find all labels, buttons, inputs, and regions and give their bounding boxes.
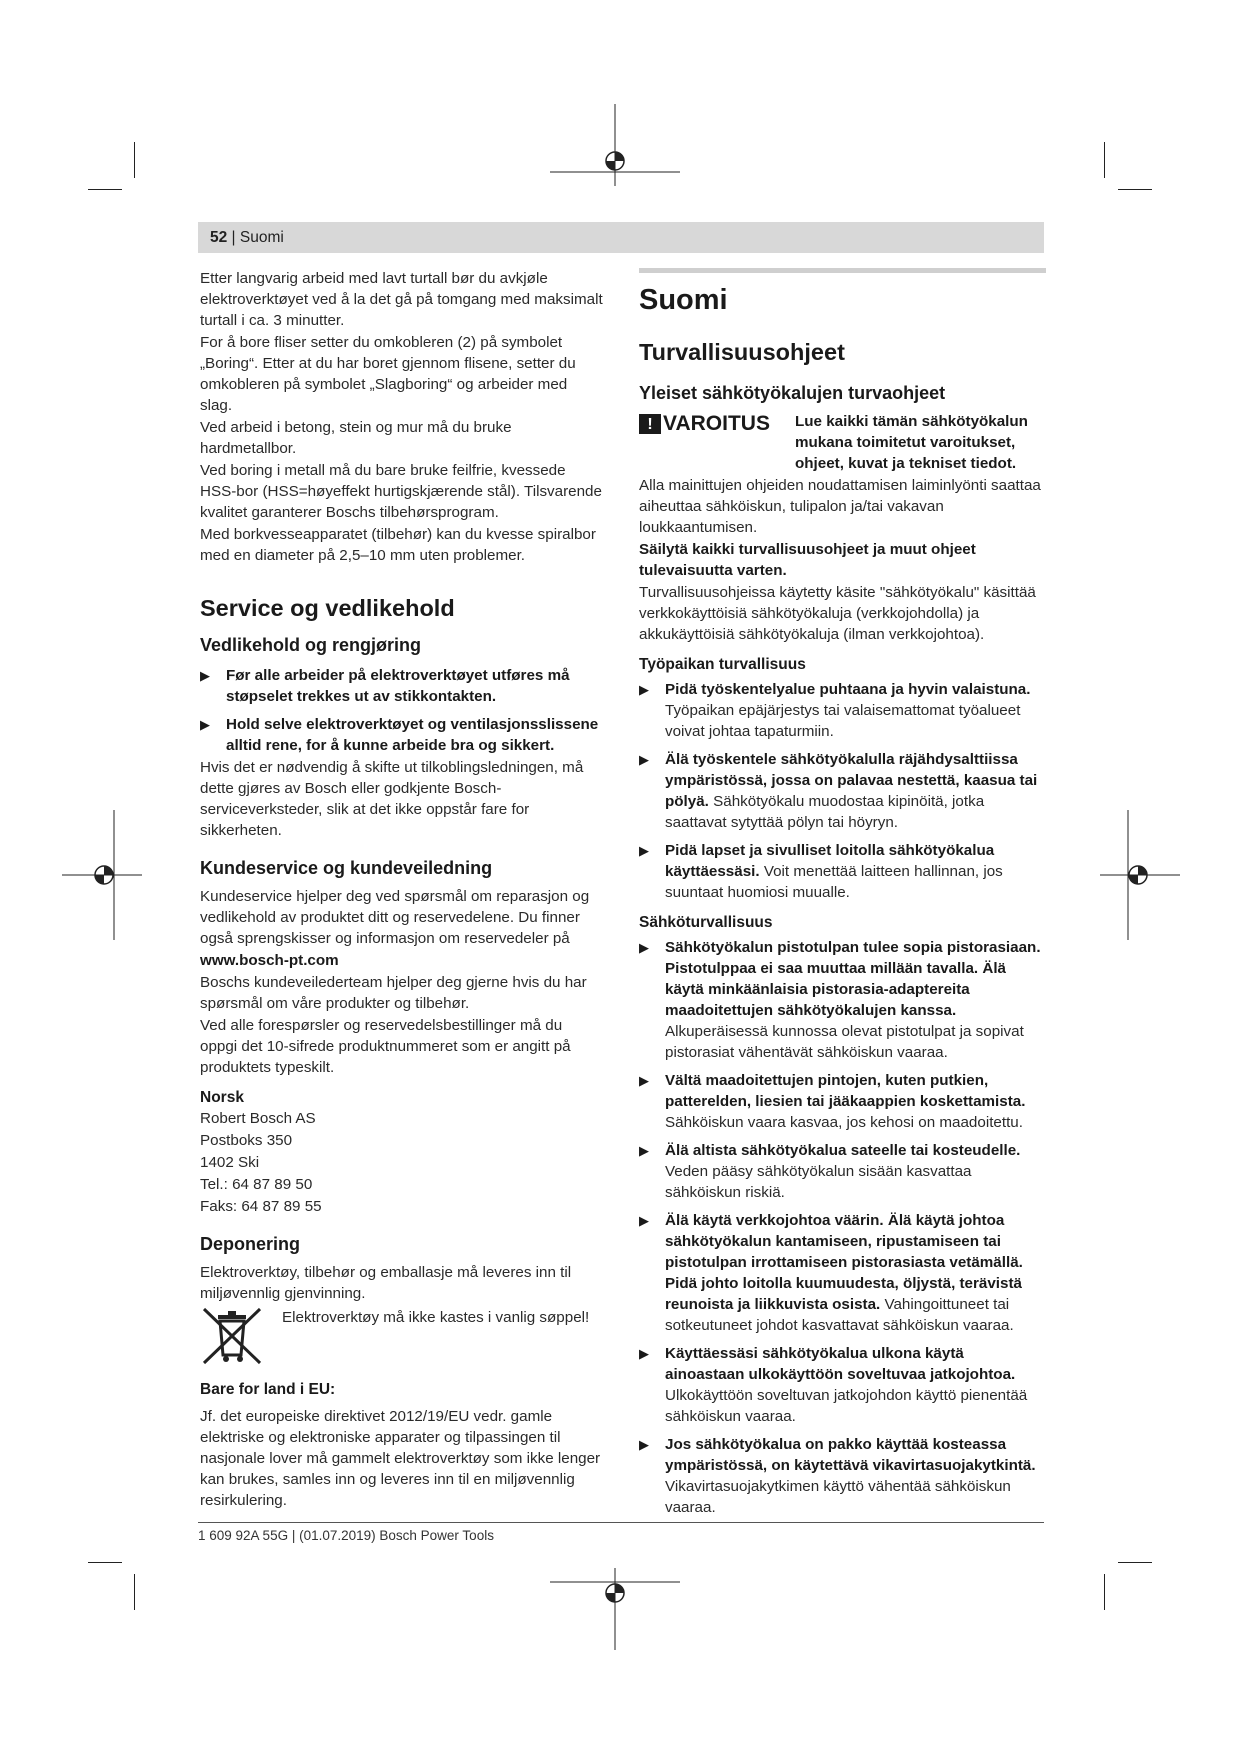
maintenance-paragraph: Hvis det er nødvendig å skifte ut tilkoblingsledningen, må dette gjøres av Bosch eller godkjente Bosch-serviceverksteder, slik at det ikke oppstår fare for sikkerheten. (200, 759, 584, 839)
eu-heading: Bare for land i EU: (200, 1381, 336, 1398)
crop-mark (134, 1574, 135, 1610)
electrical-heading: Sähköturvallisuus (639, 914, 773, 931)
disposal-paragraph: Elektroverktøy, tilbehør og emballasje må leveres inn til miljøvennlig gjenvinning. (200, 1264, 572, 1302)
address-line: Tel.: 64 87 89 50 (200, 1176, 313, 1193)
bullet-arrow-icon: ▶ (639, 1213, 649, 1228)
header-section: Suomi (239, 229, 284, 246)
workplace-bullet: ▶ Pidä työskentelyalue puhtaana ja hyvin valaistuna. Työpaikan epäjärjestys tai valaisemattomat työalueet voivat johtaa tapaturmiin. (639, 681, 1031, 740)
electrical-bullet: ▶ Sähkötyökalun pistotulpan tulee sopia pistorasiaan. Pistotulppaa ei saa muuttaa millään tavalla. Älä käytä minkäänlaisia pistorasia-adaptereita maadoitettujen sähkötyökalujen kanssa. Alkuperäisessä kunnossa olevat pistotulpat ja sopivat pistorasiat vähentävät sähköiskun vaaraa. (639, 939, 1041, 1061)
left-column (200, 268, 603, 1512)
electrical-bullet: ▶ Älä altista sähkötyökalua sateelle tai kosteudelle. Veden pääsy sähkötyökalun sisään kasvattaa sähköiskun riskiä. (639, 1142, 1021, 1201)
crop-mark (1118, 189, 1152, 190)
bullet-arrow-icon: ▶ (639, 843, 649, 858)
bullet-arrow-icon: ▶ (200, 717, 210, 732)
warning-label: VAROITUS (663, 412, 770, 435)
electrical-bullet: ▶ Vältä maadoitettujen pintojen, kuten putkien, patterelden, liesien tai jääkaappien koskettamista. Sähköiskun vaara kasvaa, jos kehosi on maadoitettu. (639, 1072, 1026, 1131)
warning-badge (639, 411, 770, 437)
warning-bold-text: Lue kaikki tämän sähkötyökalun mukana toimitetut varoitukset, ohjeet, kuvat ja tekniset tiedot. (795, 413, 1028, 472)
electrical-bullet: ▶ Jos sähkötyökalua on pakko käyttää kosteassa ympäristössä, on käytettävä vikavirtasuojakytkintä. Vikavirtasuojakytkimen käyttö vähentää sähköiskun vaaraa. (639, 1436, 1036, 1516)
bullet-arrow-icon: ▶ (639, 940, 649, 955)
intro-paragraph: Ved boring i metall må du bare bruke feilfrie, kvessede HSS-bor (HSS=høyeffekt hurtigskjærende stål). Tilsvarende kvalitet garanterer Boschs tilbehørsprogram. (200, 462, 602, 521)
registration-mark-icon (1090, 810, 1180, 940)
registration-mark-icon (550, 1560, 680, 1650)
electrical-bullet: ▶ Älä käytä verkkojohtoa väärin. Älä käytä johtoa sähkötyökalun kantamiseen, ripustamiseen tai pistotulpan irrottamiseen pistorasiasta vetämällä. Pidä johto loitolla kuumuudesta, öljystä, terävistä reunoista ja liikkuvista osista. Vahingoittuneet tai sotkeutuneet johdot kasvattavat sähköiskun vaaraa. (639, 1212, 1023, 1334)
page-number: 52 (210, 229, 228, 246)
weee-notice (200, 1305, 603, 1365)
intro-paragraph: Etter langvarig arbeid med lavt turtall bør du avkjøle elektroverktøyet ved å la det gå på tomgang med maksimalt turtall i ca. 3 minutter. (200, 270, 603, 329)
eu-paragraph: Jf. det europeiske direktivet 2012/19/EU vedr. gamle elektriske og elektroniske apparater og tilpassingen til nasjonale lover må gammelt elektroverktøy som ikke lenger kan brukes, samles inn og leveres inn til en miljøvennlig resirkulering. (200, 1408, 601, 1509)
crop-mark (1104, 142, 1105, 178)
address-country: Norsk (200, 1089, 244, 1106)
footer-rule (198, 1522, 1044, 1523)
address-line: Postboks 350 (200, 1132, 293, 1149)
crop-mark (88, 189, 122, 190)
keep-instructions-text: Säilytä kaikki turvallisuusohjeet ja muut ohjeet tulevaisuutta varten. (639, 541, 976, 579)
maintenance-heading: Vedlikehold og rengjøring (200, 635, 422, 655)
crop-mark (1118, 1562, 1152, 1563)
address-line: 1402 Ski (200, 1154, 260, 1171)
right-column (639, 268, 1046, 1519)
crop-mark (1104, 1574, 1105, 1610)
bullet-arrow-icon: ▶ (639, 682, 649, 697)
crop-mark (134, 142, 135, 178)
workplace-bullet: ▶ Pidä lapset ja sivulliset loitolla sähkötyökalua käyttäessäsi. Voit menettää laitteen hallinnan, jos suuntaat huomiosi muualle. (639, 842, 1003, 901)
intro-paragraph: Med borkvesseapparatet (tilbehør) kan du kvesse spiralbor med en diameter på 2,5–10 mm uten problemer. (200, 526, 596, 564)
customer-paragraph: Ved alle forespørsler og reservedelsbestillinger må du oppgi det 10-sifrede produktnummeret som er angitt på produktets typeskilt. (200, 1017, 571, 1076)
bullet-arrow-icon: ▶ (200, 668, 210, 683)
bullet-arrow-icon: ▶ (639, 1437, 649, 1452)
registration-mark-icon (62, 810, 152, 940)
intro-paragraph: Ved arbeid i betong, stein og mur må du bruke hardmetallbor. (200, 419, 512, 457)
page-header: 52 | Suomi (198, 222, 1044, 253)
intro-paragraph: For å bore fliser setter du omkobleren (2) på symbolet „Boring“. Etter at du har boret gjennom flisene, setter du omkobleren på symbolet „Slagboring“ og arbeider med slag. (200, 334, 576, 414)
service-heading: Service og vedlikehold (200, 595, 455, 621)
general-safety-heading: Yleiset sähkötyökalujen turvaohjeet (639, 383, 946, 403)
bullet-arrow-icon: ▶ (639, 1346, 649, 1361)
maintenance-bullet: ▶ Hold selve elektroverktøyet og ventilasjonsslissene alltid rene, for å kunne arbeide bra og sikkert. (200, 716, 599, 754)
crop-mark (88, 1562, 122, 1563)
address-line: Robert Bosch AS (200, 1110, 316, 1127)
maintenance-bullet: ▶ Før alle arbeider på elektroverktøyet utføres må støpselet trekkes ut av stikkontakten. (200, 667, 570, 705)
weee-text: Elektroverktøy må ikke kastes i vanlig søppel! (282, 1309, 590, 1326)
customer-service-heading: Kundeservice og kundeveiledning (200, 858, 493, 878)
registration-mark-icon (550, 104, 680, 194)
bullet-arrow-icon: ▶ (639, 752, 649, 767)
warning-triangle-icon (639, 414, 661, 434)
bosch-url-link[interactable]: www.bosch-pt.com (200, 952, 339, 969)
workplace-bullet: ▶ Älä työskentele sähkötyökalulla räjähdysalttiissa ympäristössä, jossa on palavaa nestettä, kaasua tai pölyä. Sähkötyökalu muodostaa kipinöitä, jotka saattavat sytyttää pölyn tai höyryn. (639, 751, 1038, 831)
term-paragraph: Turvallisuusohjeissa käytetty käsite "sähkötyökalu" käsittää verkkokäyttöisiä sähkötyökaluja (verkkojohdolla) ja akkukäyttöisiä sähkötyökaluja (ilman verkkojohtoa). (639, 584, 1036, 643)
crossed-bin-icon (200, 1305, 264, 1365)
language-heading: Suomi (639, 284, 728, 316)
workplace-heading: Työpaikan turvallisuus (639, 656, 806, 673)
bullet-arrow-icon: ▶ (639, 1073, 649, 1088)
warning-paragraph: Alla mainittujen ohjeiden noudattamisen laiminlyönti saattaa aiheuttaa sähköiskun, tulipalon ja/tai vakavan loukkaantumisen. (639, 477, 1041, 536)
warning-block (639, 411, 1046, 453)
disposal-heading: Deponering (200, 1234, 301, 1254)
address-line: Faks: 64 87 89 55 (200, 1198, 322, 1215)
electrical-bullet: ▶ Käyttäessäsi sähkötyökalua ulkona käytä ainoastaan ulkokäyttöön soveltuvaa jatkojohtoa. Ulkokäyttöön soveltuvan jatkojohdon käyttö pienentää sähköiskun vaaraa. (639, 1345, 1028, 1425)
section-rule (639, 268, 1046, 273)
bullet-arrow-icon: ▶ (639, 1143, 649, 1158)
page-footer: 1 609 92A 55G | (01.07.2019) Bosch Power Tools (198, 1528, 494, 1543)
customer-paragraph: Kundeservice hjelper deg ved spørsmål om reparasjon og vedlikehold av produktet ditt og reservedelene. Du finner også sprengskisser og informasjon om reservedeler på (200, 888, 590, 947)
customer-paragraph: Boschs kundeveilederteam hjelper deg gjerne hvis du har spørsmål om våre produkter og tilbehør. (200, 974, 587, 1012)
safety-heading: Turvallisuusohjeet (639, 339, 845, 365)
